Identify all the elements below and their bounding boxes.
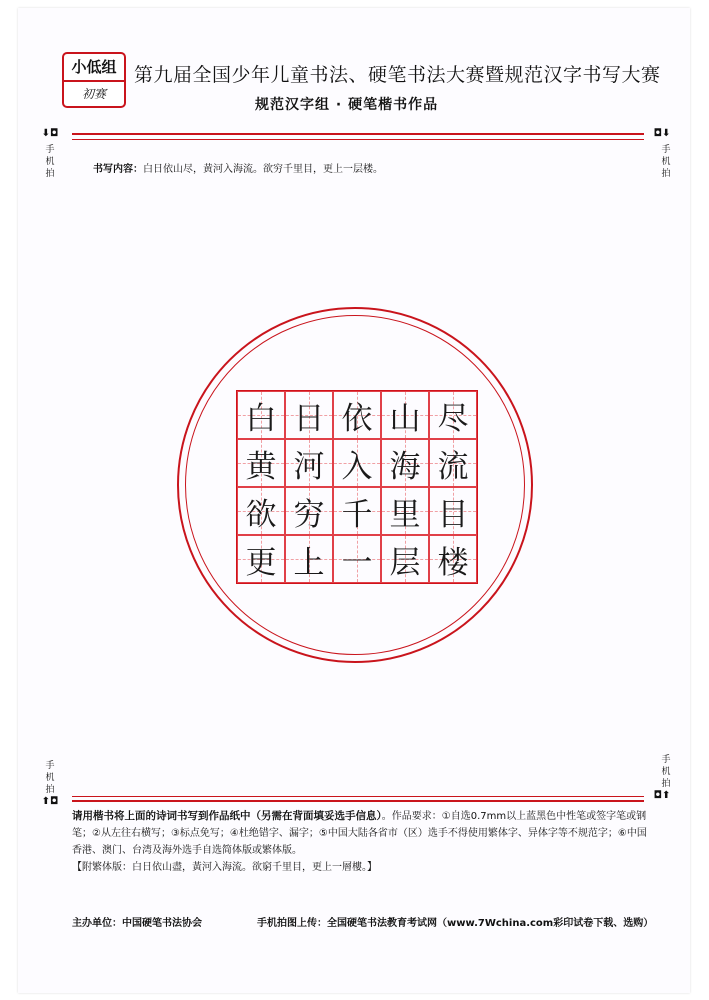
grid-char: 楼 bbox=[437, 544, 469, 581]
grid-char: 河 bbox=[293, 448, 325, 485]
grid-cell bbox=[381, 391, 429, 439]
writing-content-text: 白日依山尽，黄河入海流。欲穷千里目，更上一层楼。 bbox=[143, 164, 383, 175]
mark-char: 机 bbox=[45, 773, 55, 783]
grid-cell bbox=[285, 535, 333, 583]
grid-char: 层 bbox=[389, 544, 421, 581]
grid-cell bbox=[237, 535, 285, 583]
footer-rule-top bbox=[72, 796, 644, 797]
mark-char: 手 bbox=[45, 145, 55, 155]
grid-char: 黄 bbox=[245, 448, 277, 485]
mark-char: 手 bbox=[45, 761, 55, 771]
grid-char: 依 bbox=[341, 400, 373, 437]
writing-grid bbox=[236, 390, 478, 584]
upload-camera-icon: ⬆◘ bbox=[41, 796, 59, 807]
instructions-lead: 请用楷书将上面的诗词书写到作品纸中（另需在背面填妥选手信息） bbox=[72, 810, 382, 822]
grid-char: 千 bbox=[341, 496, 373, 533]
grid-cell bbox=[285, 439, 333, 487]
grid-cell bbox=[237, 487, 285, 535]
grid-cell bbox=[285, 391, 333, 439]
grid-char: 山 bbox=[389, 400, 421, 437]
grid-char: 一 bbox=[341, 544, 373, 581]
phone-photo-mark-bottom-right bbox=[656, 754, 676, 790]
grid-cell bbox=[285, 487, 333, 535]
footer-rule-bottom bbox=[72, 800, 644, 802]
phone-photo-mark-bottom-left bbox=[40, 760, 60, 796]
grid-char: 尽 bbox=[437, 400, 469, 437]
download-camera-icon: ⬇◘ bbox=[41, 128, 59, 139]
group-badge bbox=[62, 52, 126, 108]
traditional-version: 【附繁体版：白日依山盡，黃河入海流。欲窮千里目，更上一層樓。】 bbox=[72, 862, 377, 873]
upload-text: 手机拍图上传：全国硬笔书法教育考试网（www.7Wchina.com彩印试卷下载、选购） bbox=[257, 918, 654, 929]
phone-photo-mark-left bbox=[40, 144, 60, 180]
mark-char: 拍 bbox=[661, 779, 671, 789]
grid-char: 白 bbox=[245, 400, 277, 437]
mark-char: 手 bbox=[661, 755, 671, 765]
mark-char: 机 bbox=[661, 767, 671, 777]
mark-char: 拍 bbox=[45, 169, 55, 179]
grid-cell bbox=[429, 391, 477, 439]
mark-char: 拍 bbox=[45, 785, 55, 795]
grid-char: 里 bbox=[389, 496, 421, 533]
grid-cell bbox=[429, 439, 477, 487]
camera-download-icon: ◘⬇ bbox=[653, 128, 671, 139]
grid-cell bbox=[429, 535, 477, 583]
page-title: 第九届全国少年儿童书法、硬笔书法大赛暨规范汉字书写大赛 bbox=[134, 64, 661, 86]
badge-stage-label: 初赛 bbox=[81, 87, 106, 101]
grid-cell bbox=[381, 487, 429, 535]
grid-cell bbox=[333, 487, 381, 535]
grid-cell bbox=[333, 535, 381, 583]
grid-char: 上 bbox=[293, 544, 325, 581]
grid-char: 海 bbox=[389, 448, 421, 485]
mark-char: 拍 bbox=[661, 169, 671, 179]
mark-char: 手 bbox=[661, 145, 671, 155]
grid-char: 日 bbox=[293, 400, 325, 437]
header-rule-top bbox=[72, 133, 644, 135]
grid-char: 目 bbox=[437, 496, 469, 533]
organizer-text: 主办单位：中国硬笔书法协会 bbox=[72, 918, 202, 929]
instructions-body: 。作品要求：①自选0.7mm以上蓝黑色中性笔或签字笔或钢笔；②从左往右横写；③标点免写；④杜绝错字、漏字；⑤中国大陆各省市（区）选手不得使用繁体字、异体字等不规范字；⑥中国香港、澳门、台湾及海外选手自选简体版或繁体版。 bbox=[72, 811, 647, 856]
grid-cell bbox=[429, 487, 477, 535]
grid-char: 欲 bbox=[245, 496, 277, 533]
grid-char: 穷 bbox=[293, 496, 325, 533]
badge-group-label: 小低组 bbox=[64, 54, 124, 82]
grid-cell bbox=[333, 391, 381, 439]
phone-photo-mark-right bbox=[656, 144, 676, 180]
grid-cell bbox=[237, 439, 285, 487]
writing-content-label: 书写内容： bbox=[93, 164, 143, 175]
page-subtitle: 规范汉字组 · 硬笔楷书作品 bbox=[255, 97, 439, 113]
grid-char: 流 bbox=[437, 448, 469, 485]
grid-char: 更 bbox=[245, 544, 277, 581]
instructions bbox=[72, 808, 647, 859]
mark-char: 机 bbox=[45, 157, 55, 167]
header-rule-bottom bbox=[72, 139, 644, 140]
grid-cell bbox=[333, 439, 381, 487]
grid-char: 入 bbox=[341, 448, 373, 485]
mark-char: 机 bbox=[661, 157, 671, 167]
camera-upload-icon: ◘⬆ bbox=[653, 790, 671, 801]
grid-cell bbox=[381, 439, 429, 487]
writing-content bbox=[93, 160, 383, 175]
grid-cell bbox=[237, 391, 285, 439]
grid-cell bbox=[381, 535, 429, 583]
